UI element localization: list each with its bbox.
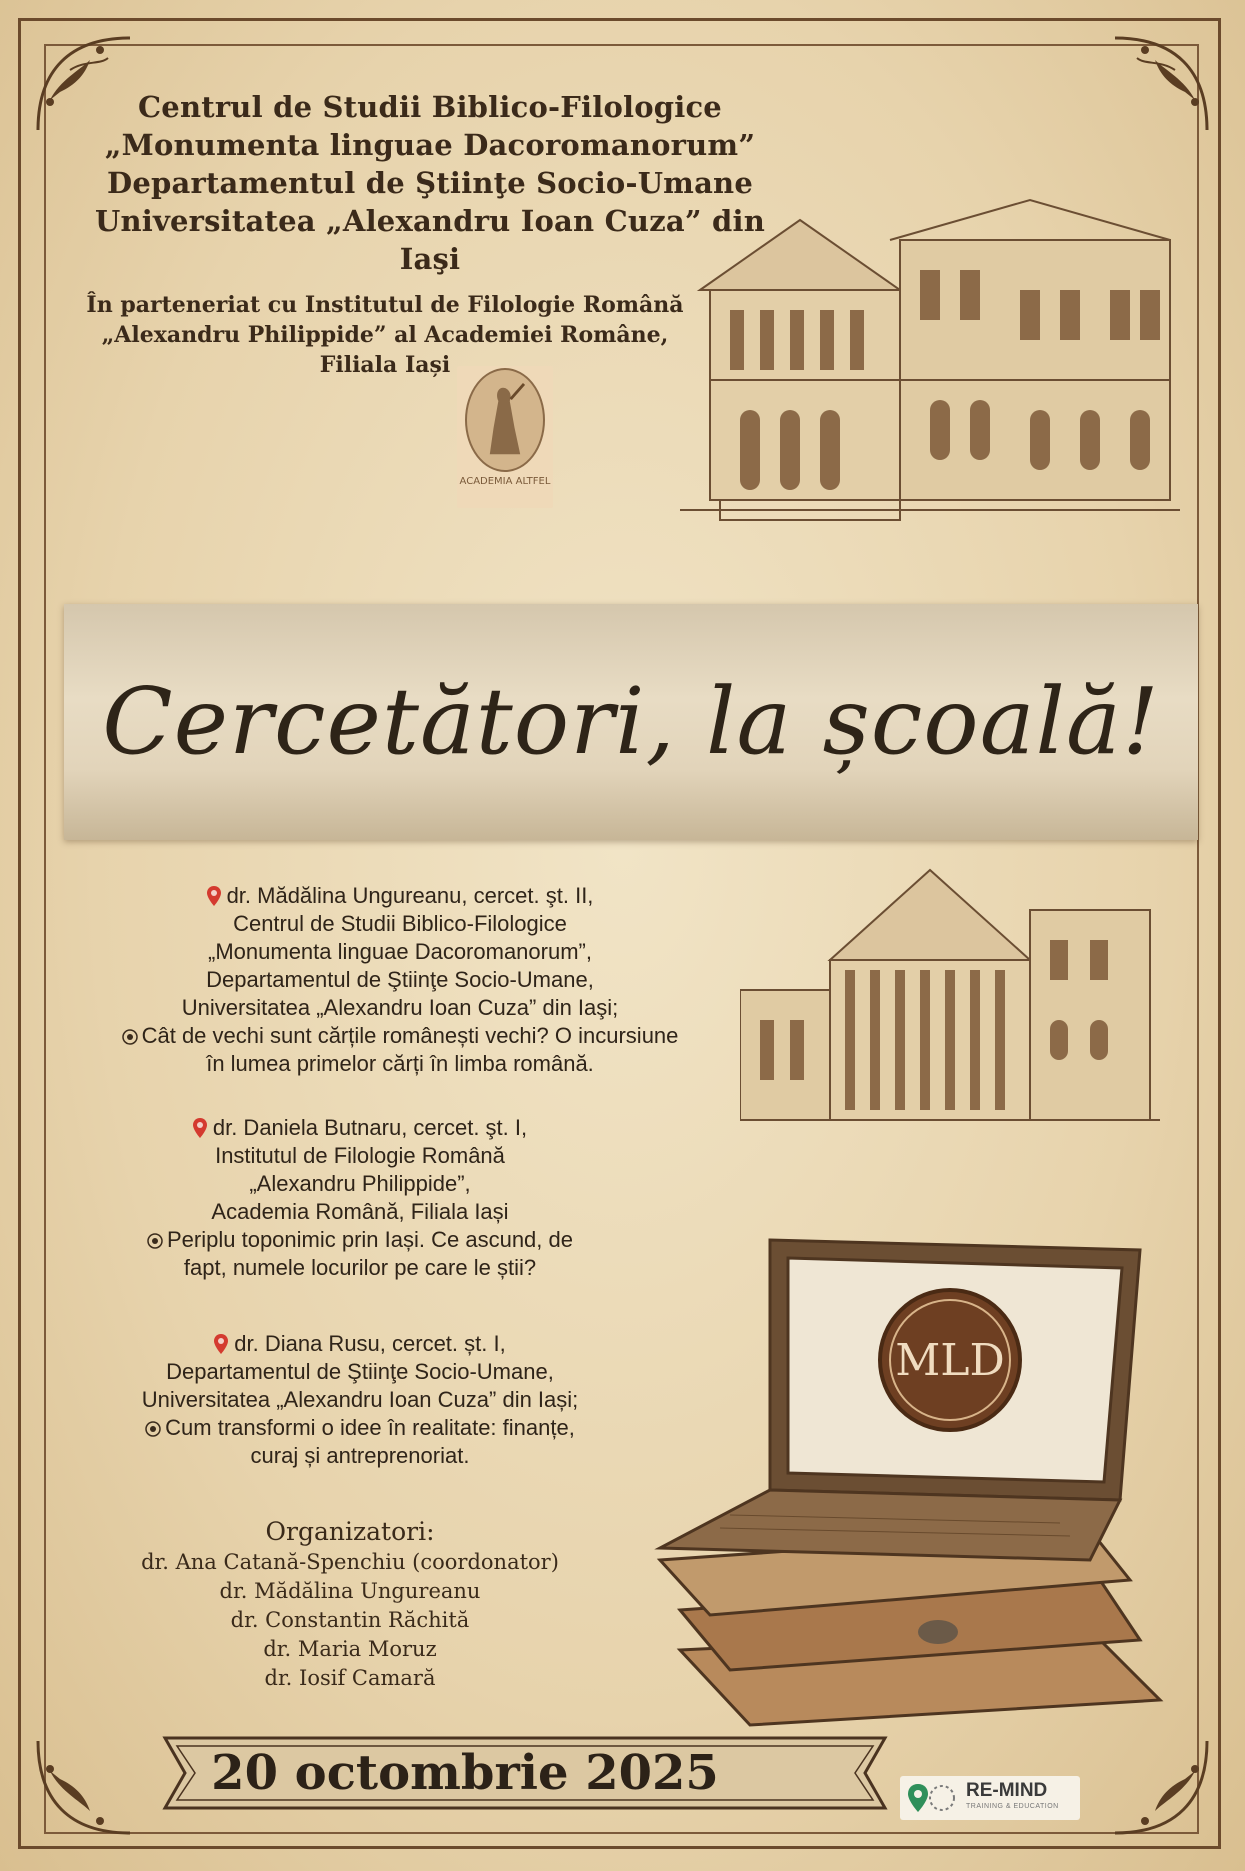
speaker-affiliation: Universitatea „Alexandru Ioan Cuza” din Iași; [141, 1387, 579, 1412]
partner-line: „Alexandru Philippide” al Academiei Române, [101, 322, 669, 348]
location-pin-icon [193, 1118, 207, 1138]
sponsor-tagline: TRAINING & EDUCATION [966, 1803, 1059, 1810]
header-line: Departamentul de Ştiinţe Socio-Umane [106, 166, 753, 200]
location-pin-icon [214, 1334, 228, 1354]
header-line: „Monumenta linguae Dacoromanorum” [104, 128, 756, 162]
event-title: Cercetători, la școală! [102, 668, 1160, 775]
talk-title: fapt, numele locurilor pe care le știi? [183, 1255, 537, 1280]
speaker-block [60, 882, 740, 1078]
speaker-name-line: dr. Daniela Butnaru, cercet. şt. I, [80, 1114, 640, 1142]
university-building-illustration [680, 180, 1180, 540]
organizer-name: dr. Iosif Camară [264, 1666, 436, 1690]
organizers-block [70, 1516, 630, 1693]
speaker-affiliation: Universitatea „Alexandru Ioan Cuza” din Iaşi; [181, 995, 619, 1020]
speaker-affiliation: Departamentul de Ştiinţe Socio-Umane, [166, 1359, 554, 1384]
organizer-name: dr. Constantin Răchită [230, 1608, 470, 1632]
mld-logo-text: MLD [895, 1335, 1005, 1386]
location-pin-icon [207, 886, 221, 906]
flower-bullet-icon [147, 1233, 163, 1249]
remind-logo [900, 1776, 1080, 1820]
seal-text: ACADEMIA ALTFEL [459, 476, 551, 487]
seal-emblem-icon [465, 368, 545, 472]
title-banner [64, 604, 1198, 840]
speaker-affiliation: „Alexandru Philippide”, [249, 1171, 471, 1196]
laptop-books-illustration [620, 1230, 1180, 1730]
speaker-affiliation: Academia Română, Filiala Iași [211, 1199, 509, 1224]
hedgehog-icon [918, 1620, 958, 1644]
talk-title: Cât de vechi sunt cărțile românești vechi? O incursiune [60, 1022, 740, 1050]
talk-title: Periplu toponimic prin Iași. Ce ascund, de [80, 1226, 640, 1254]
organizer-name: dr. Maria Moruz [263, 1637, 437, 1661]
academy-seal-logo [457, 366, 553, 508]
header-line: Universitatea „Alexandru Ioan Cuza” din Iaşi [94, 204, 766, 276]
event-date: 20 octombrie 2025 [211, 1745, 719, 1801]
talk-title: Cum transformi o idee în realitate: finanțe, [80, 1414, 640, 1442]
speaker-affiliation: Centrul de Studii Biblico-Filologice [233, 911, 567, 936]
partner-line: Filiala Iași [319, 352, 451, 378]
flower-bullet-icon [145, 1421, 161, 1437]
academy-building-illustration [740, 850, 1160, 1130]
speaker-affiliation: Institutul de Filologie Română [215, 1143, 505, 1168]
talk-title: curaj și antreprenoriat. [250, 1443, 470, 1468]
corner-ornament-icon [1105, 30, 1215, 140]
flower-bullet-icon [122, 1029, 138, 1045]
talk-title: în lumea primelor cărți în limba română. [206, 1051, 594, 1076]
corner-ornament-icon [1105, 1731, 1215, 1841]
speaker-affiliation: Departamentul de Ştiinţe Socio-Umane, [206, 967, 594, 992]
speaker-name-line: dr. Diana Rusu, cercet. șt. I, [80, 1330, 640, 1358]
corner-ornament-icon [30, 1731, 140, 1841]
sponsor-name: RE-MIND [966, 1780, 1048, 1801]
speaker-name-line: dr. Mădălina Ungureanu, cercet. şt. II, [60, 882, 740, 910]
organizers-title: Organizatori: [265, 1517, 435, 1546]
speaker-block [80, 1330, 640, 1470]
partnership-note [70, 290, 700, 380]
organizer-name: dr. Mădălina Ungureanu [219, 1579, 481, 1603]
partner-line: În parteneriat cu Institutul de Filologie Română [86, 292, 684, 318]
organizer-name: dr. Ana Catană-Spenchiu (coordonator) [141, 1550, 559, 1574]
remind-mark-icon [900, 1776, 960, 1820]
header-line: Centrul de Studii Biblico-Filologice [138, 90, 722, 124]
speaker-affiliation: „Monumenta linguae Dacoromanorum”, [208, 939, 592, 964]
speaker-block [80, 1114, 640, 1282]
